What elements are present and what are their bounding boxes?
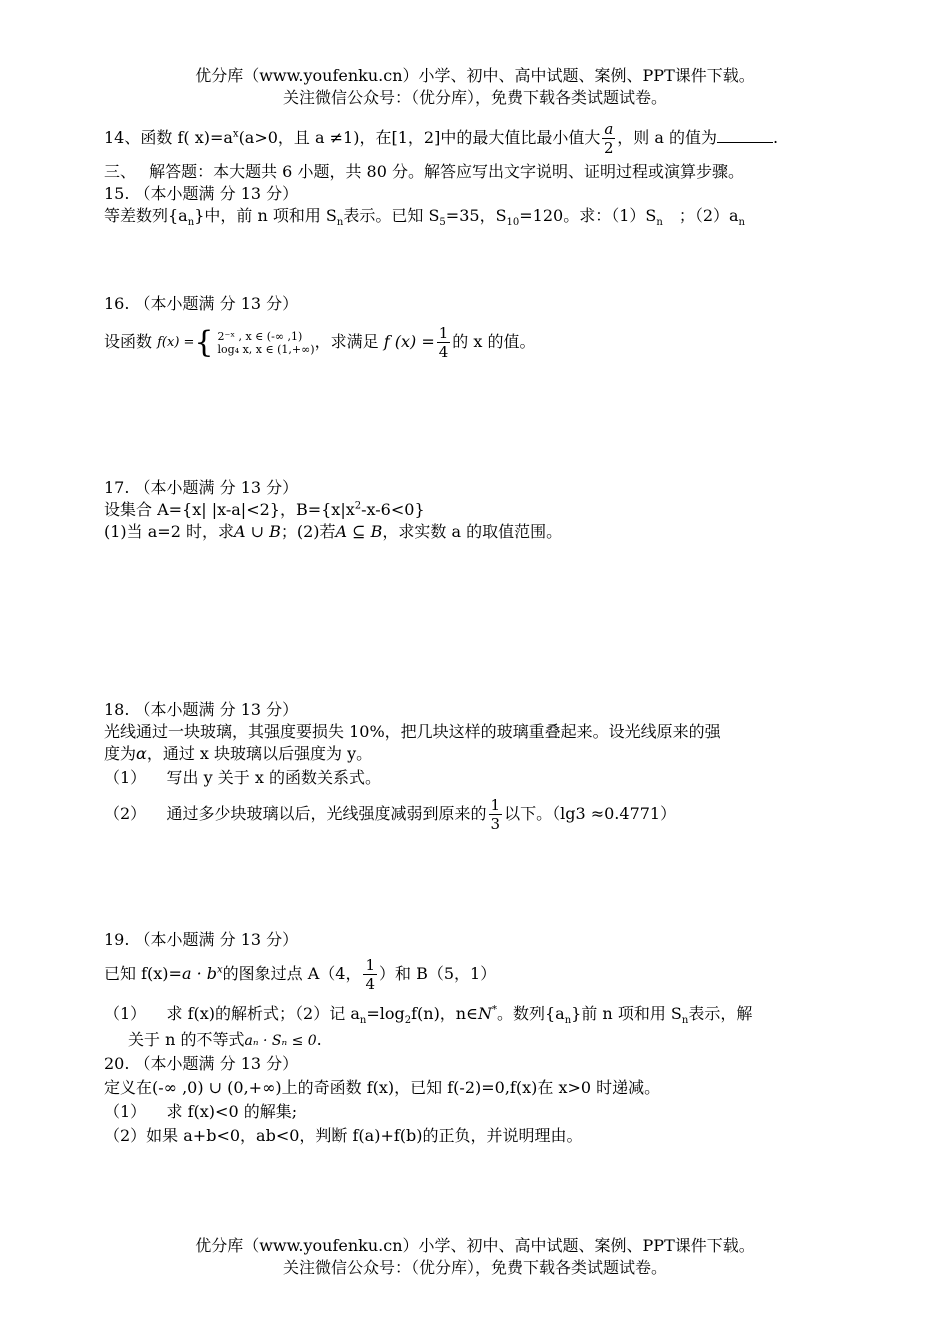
fraction-1-over-4: $\frac{1}{4}$ [365,956,375,993]
question-16-title: 16. （本小题满 分 13 分） [104,294,299,313]
fraction-a-over-2: $\frac{a}{2}$ [604,120,614,157]
question-18-part-2: （2） 通过多少块玻璃以后，光线强度减弱到原来的 $\frac{1}{3}$ 以下。（lg3 ≈0.4771） [104,796,677,833]
question-18-title: 18. （本小题满 分 13 分） [104,700,299,719]
question-19-part-1-cont: 关于 n 的不等式aₙ · Sₙ ≤ 0. [128,1030,322,1049]
question-16-body: 设函数 f(x) = { 2⁻ˣ , x ∈ (-∞ ,1) log₄ x, x ∈ (1,+∞) ，求满足 f (x) = $\frac{1}{4}$ 的 x 的值。 [104,324,536,361]
section-3-heading: 三、 解答题：本大题共 6 小题，共 80 分。解答应写出文字说明、证明过程或演算步骤。 [104,162,744,181]
question-20-title: 20. （本小题满 分 13 分） [104,1054,299,1073]
header-line-2: 关注微信公众号：（优分库），免费下载各类试题试卷。 [282,88,667,107]
piecewise-function: f(x) = { 2⁻ˣ , x ∈ (-∞ ,1) log₄ x, x ∈ (1,+∞) [157,324,315,360]
question-14: 14、函数 f( $x)=a^x(a>0$，且 a ≠1)，在[1，2]中的最大值比最小值大 $\frac{a}{2}$ ，则 a 的值为 . [104,120,779,157]
question-17-title: 17. （本小题满 分 13 分） [104,478,299,497]
footer-line-1: 优分库（www.youfenku.cn）小学、初中、高中试题、案例、PPT课件下载。 [195,1236,755,1255]
question-19-part-1: （1） 求 f(x)的解析式；（2）记 $a_n=\log_2f(n)$，n∈N*。数列$\{a_n\}$前 n 项和用 $S_n$表示，解 [104,1004,753,1027]
question-17-sets: 设集合 A={x| |x-a|<2}，$B=\{x|x^2-x-6<0\}$ [104,500,425,519]
question-15-body: 等差数列$\{a_n\}$中，前 n 项和用 $S_n$表示。已知 $S_5=35$，$S_{10}=120$。求：$(1)S_n$ ；$(2)a_n$ [104,206,745,229]
fraction-1-over-3: $\frac{1}{3}$ [490,796,501,833]
question-19-line-1: 已知 $f(x)=a \cdot b^x$的图象过点 A（4， $\frac{1}{4}$ ）和 B（5，1） [104,956,497,993]
question-15-title: 15. （本小题满 分 13 分） [104,184,299,203]
answer-blank [717,128,773,143]
question-17-parts: (1)当 a=2 时，求A ∪ B；(2)若A ⊆ B，求实数 a 的取值范围。 [104,522,563,541]
question-20-part-2: （2）如果 a+b<0，ab<0，判断 f(a)+f(b)的正负，并说明理由。 [104,1126,583,1145]
question-18-part-1: （1） 写出 y 关于 x 的函数关系式。 [104,768,381,787]
question-18-line-1: 光线通过一块玻璃，其强度要损失 10%，把几块这样的玻璃重叠起来。设光线原来的强 [104,722,721,741]
header-line-1: 优分库（www.youfenku.cn）小学、初中、高中试题、案例、PPT课件下载。 [195,66,755,85]
question-20-line-1: 定义在(-∞ ,0) ∪ (0,+∞)上的奇函数 f(x)，已知 f(-2)=0,f(x)在 x>0 时递减。 [104,1078,661,1097]
question-18-line-2: 度为α，通过 x 块玻璃以后强度为 y。 [104,744,373,763]
question-20-part-1: （1） 求 f(x)<0 的解集; [104,1102,298,1121]
fraction-1-over-4: $\frac{1}{4}$ [438,324,449,361]
footer-line-2: 关注微信公众号：（优分库），免费下载各类试题试卷。 [282,1258,667,1277]
question-19-title: 19. （本小题满 分 13 分） [104,930,299,949]
